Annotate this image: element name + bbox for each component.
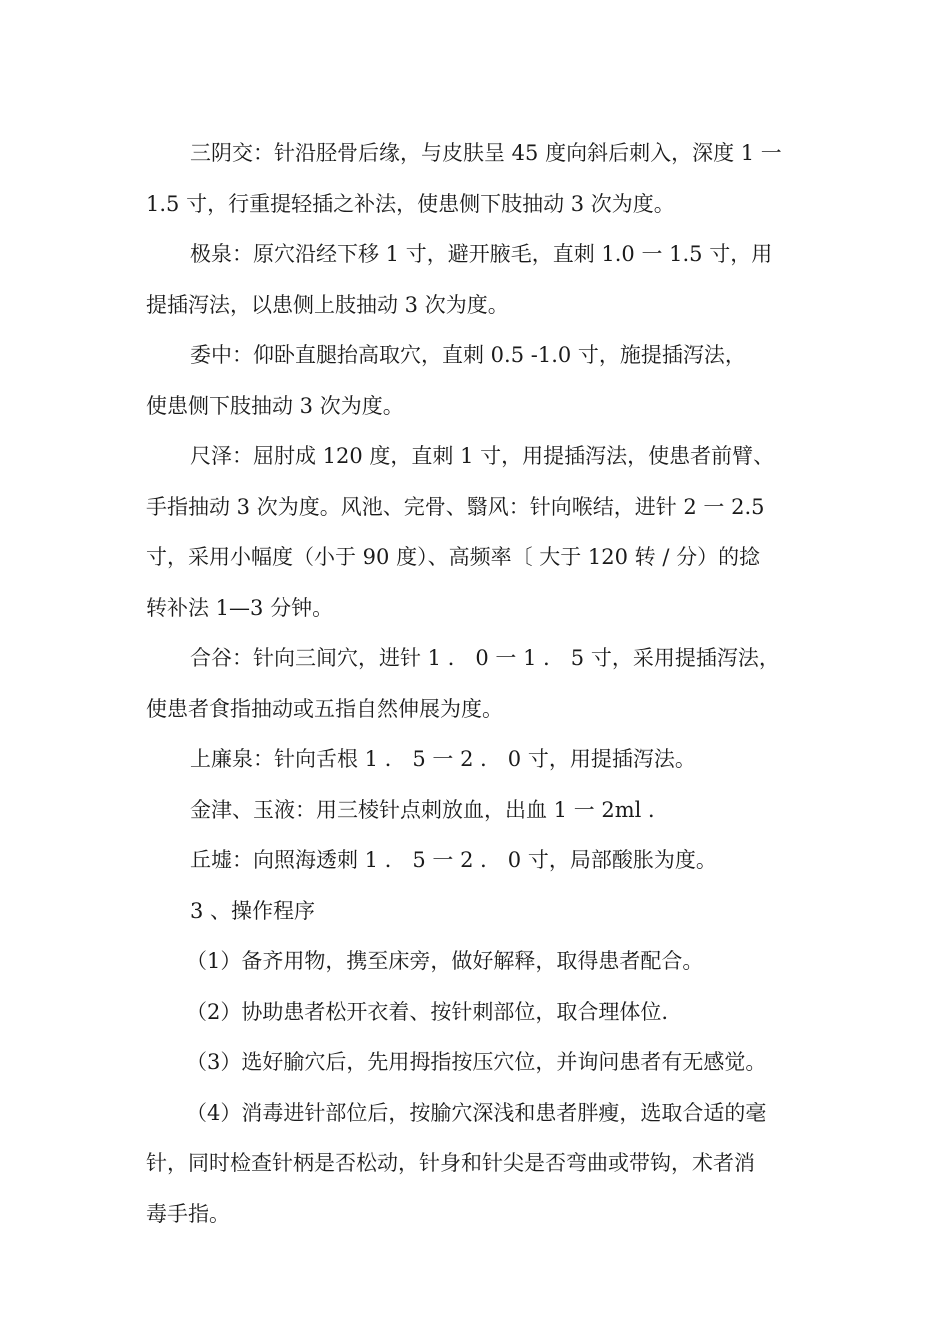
paragraph-qiuxu bbox=[146, 835, 806, 886]
paragraph-line: 尺泽：屈肘成 120 度，直刺 1 寸，用提插泻法，使患者前臂、 bbox=[190, 444, 775, 468]
paragraph-sanyinjiao bbox=[146, 128, 806, 229]
paragraph-line: 3 、操作程序 bbox=[190, 898, 316, 923]
paragraph-line: 上廉泉：针向舌根 1 ． 5 一 2 ． 0 寸，用提插泻法。 bbox=[190, 747, 696, 771]
paragraph-line: 使患侧下肢抽动 3 次为度。 bbox=[146, 393, 404, 418]
section-heading-procedure bbox=[146, 886, 806, 937]
procedure-step-2 bbox=[146, 987, 806, 1038]
paragraph-weizhong bbox=[146, 330, 806, 431]
paragraph-line: 三阴交：针沿胫骨后缘，与皮肤呈 45 度向斜后刺入，深度 1 一 bbox=[190, 141, 782, 165]
paragraph-line: 委中：仰卧直腿抬高取穴，直刺 0.5 -1.0 寸，施提插泻法， bbox=[190, 343, 746, 367]
paragraph-line: 1.5 寸，行重提轻插之补法，使患侧下肢抽动 3 次为度。 bbox=[146, 191, 675, 216]
paragraph-jinjin-yuye bbox=[146, 785, 806, 836]
paragraph-line: （2）协助患者松开衣着、按针刺部位，取合理体位. bbox=[186, 999, 669, 1024]
paragraph-line: 极泉：原穴沿经下移 1 寸，避开腋毛，直刺 1.0 一 1.5 寸，用 bbox=[190, 242, 773, 266]
paragraph-line: 使患者食指抽动或五指自然伸展为度。 bbox=[146, 696, 503, 721]
paragraph-shanglianquan bbox=[146, 734, 806, 785]
paragraph-line: 针，同时检查针柄是否松动，针身和针尖是否弯曲或带钩，术者消 bbox=[146, 1151, 755, 1175]
paragraph-jiquan bbox=[146, 229, 806, 330]
paragraph-line: 金津、玉液：用三棱针点刺放血，出血 1 一 2ml ． bbox=[190, 797, 670, 822]
paragraph-line: 提插泻法，以患侧上肢抽动 3 次为度。 bbox=[146, 292, 509, 317]
paragraph-line: （1）备齐用物，携至床旁，做好解释，取得患者配合。 bbox=[186, 949, 704, 973]
procedure-step-3 bbox=[146, 1037, 806, 1088]
paragraph-line: 合谷：针向三间穴，进针 1 ． 0 一 1 ． 5 寸，采用提插泻法， bbox=[190, 646, 780, 670]
paragraph-line: （3）选好腧穴后，先用拇指按压穴位，并询问患者有无感觉。 bbox=[186, 1050, 767, 1074]
paragraph-line: 丘墟：向照海透刺 1 ． 5 一 2 ． 0 寸，局部酸胀为度。 bbox=[190, 848, 717, 872]
procedure-step-1 bbox=[146, 936, 806, 987]
paragraph-hegu bbox=[146, 633, 806, 734]
paragraph-line: 转补法 1—3 分钟。 bbox=[146, 595, 334, 620]
paragraph-line: 寸，采用小幅度（小于 90 度）、高频率〔 大于 120 转 / 分）的捻 bbox=[146, 545, 761, 569]
paragraph-line: 毒手指。 bbox=[146, 1201, 230, 1226]
paragraph-line: （4）消毒进针部位后，按腧穴深浅和患者胖瘦，选取合适的毫 bbox=[186, 1100, 767, 1125]
procedure-step-4 bbox=[146, 1088, 806, 1240]
paragraph-chize bbox=[146, 431, 806, 633]
paragraph-line: 手指抽动 3 次为度。风池、完骨、翳风：针向喉结，进针 2 一 2.5 bbox=[146, 494, 765, 519]
document-body bbox=[146, 128, 806, 1239]
